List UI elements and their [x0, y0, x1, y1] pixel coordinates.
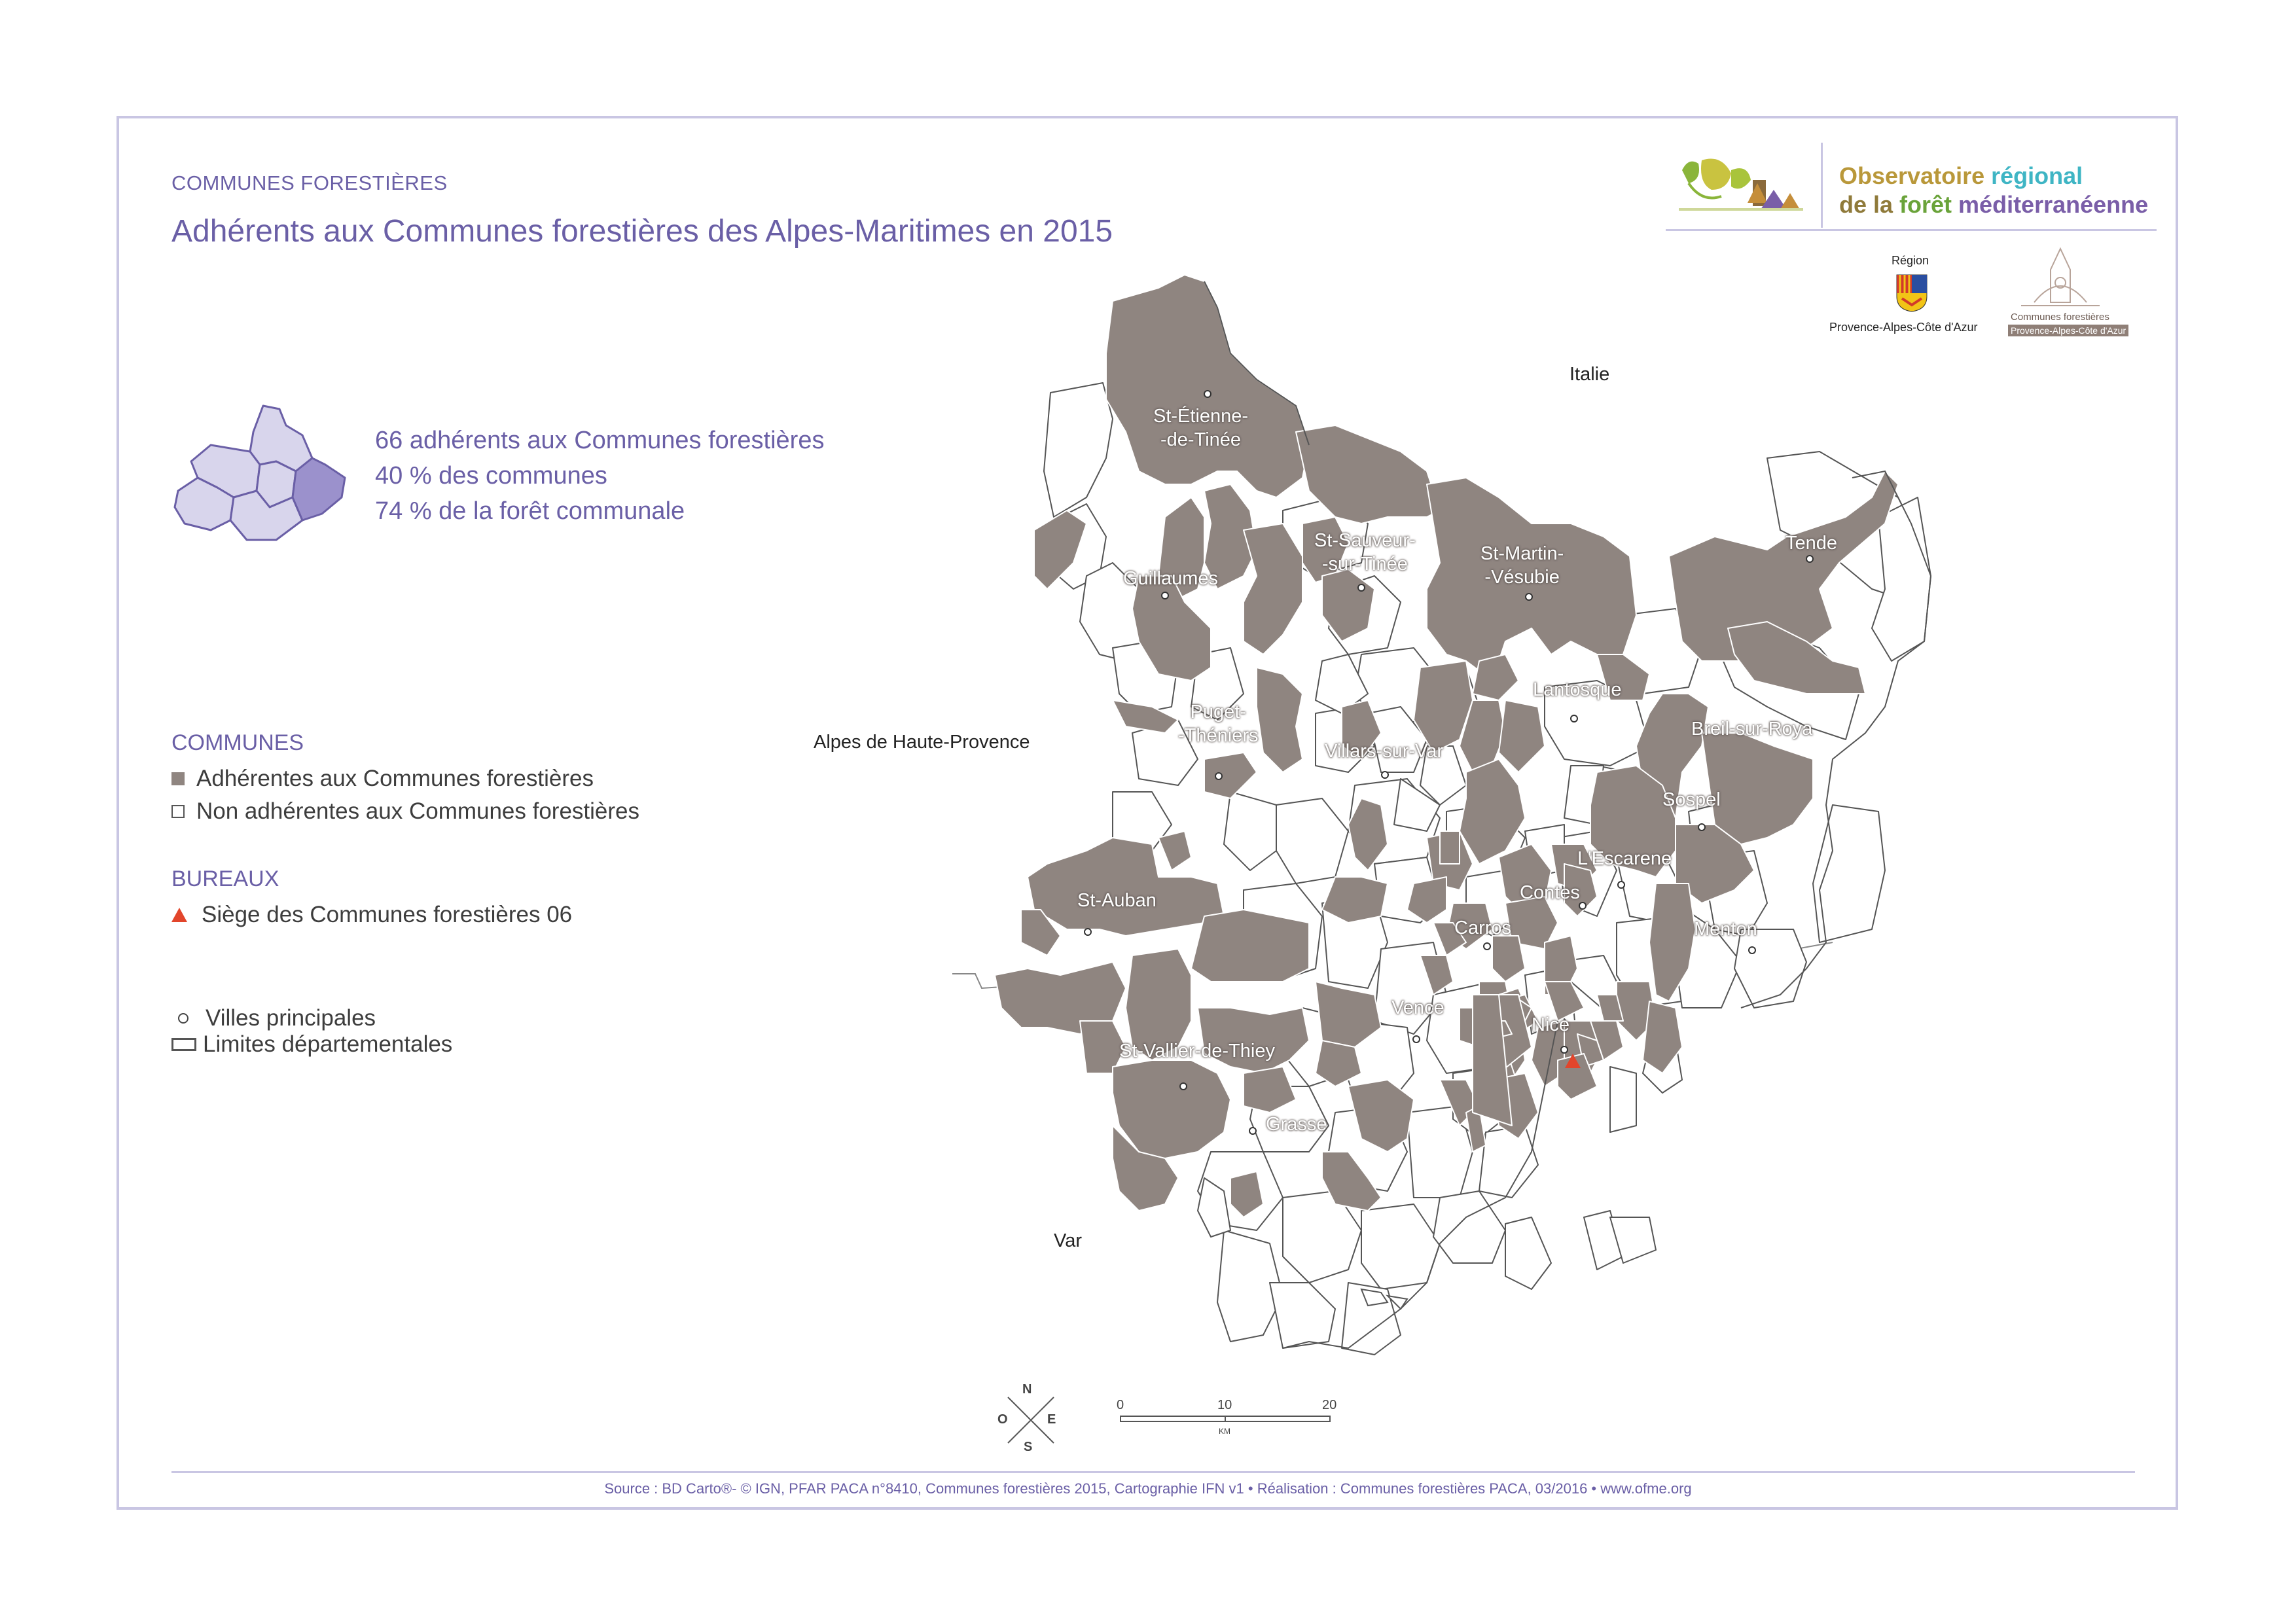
- town-label-line1: Grasse: [1266, 1114, 1327, 1135]
- commune: [1479, 1126, 1538, 1198]
- town-dot-icon: [1085, 929, 1091, 935]
- town-label: [1314, 529, 1416, 576]
- commune-member: [1257, 668, 1302, 772]
- commune: [1044, 383, 1113, 517]
- region-logo-top: Région: [1892, 254, 1929, 267]
- scale-0: 0: [1117, 1398, 1124, 1412]
- member-swatch-icon: [171, 772, 185, 785]
- page-title: Adhérents aux Communes forestières des Alpes-Maritimes en 2015: [171, 214, 1113, 249]
- town-label: [1694, 918, 1757, 941]
- town-label: [1577, 847, 1672, 870]
- town-dot-icon: [1484, 943, 1490, 950]
- legend-adherentes: Adhérentes aux Communes forestières: [171, 766, 594, 792]
- town-label: [1077, 889, 1157, 912]
- town-label: [1480, 542, 1564, 589]
- town-dot-icon: [1749, 947, 1755, 954]
- town-dot-icon: [1561, 1046, 1568, 1053]
- logo-divider: [1821, 143, 1823, 228]
- commune: [1610, 1067, 1636, 1132]
- cofor-logo-top: Communes forestières: [2011, 312, 2109, 323]
- town-label: [1785, 531, 1837, 555]
- legend-non-adherentes: Non adhérentes aux Communes forestières: [171, 798, 639, 825]
- logo-underline: [1666, 229, 2157, 231]
- town-label-line1: Breil-sur-Roya: [1691, 719, 1813, 740]
- town-label: [1662, 788, 1721, 812]
- footer-rule: [171, 1471, 2135, 1473]
- town-label-line1: Tende: [1785, 533, 1838, 554]
- town-dot-icon: [178, 1013, 188, 1024]
- town-label: [1391, 996, 1444, 1020]
- label-italie: Italie: [1570, 364, 1610, 385]
- town-label-line1: St-Auban: [1077, 890, 1157, 911]
- ofme-name-line2: de la forêt méditerranéenne: [1839, 191, 2149, 218]
- town-label-line1: Vence: [1391, 997, 1444, 1018]
- commune-member: [1158, 831, 1191, 870]
- commune-st-auban: [1028, 838, 1224, 936]
- town-dot-icon: [1579, 902, 1586, 909]
- town-label: [1325, 740, 1443, 763]
- supertitle: COMMUNES FORESTIÈRES: [171, 171, 448, 194]
- commune-member: [1244, 524, 1302, 654]
- town-label: [1178, 700, 1259, 747]
- town-label: [1691, 717, 1812, 741]
- town-label-line1: Villars-sur-Var: [1325, 741, 1444, 762]
- stat-communes: 40 % des communes: [375, 462, 607, 490]
- commune-st-etienne: [1106, 275, 1309, 497]
- town-label-line1: Carros: [1454, 918, 1512, 938]
- town-dot-icon: [1698, 824, 1705, 830]
- scale-20: 20: [1322, 1398, 1337, 1412]
- source-text: Source : BD Carto®- © IGN, PFAR PACA n°8410, Communes forestières 2015, Cartographie IFN v1 • Réalisation : Communes forestières PACA, 03/2016 • www.ofme.org: [604, 1480, 1692, 1497]
- town-label-line1: Contes: [1520, 882, 1580, 903]
- stat-foret: 74 % de la forêt communale: [375, 497, 685, 525]
- town-dot-icon: [1215, 773, 1222, 779]
- legend-bureaux-heading: BUREAUX: [171, 866, 279, 891]
- town-label: [1153, 404, 1248, 452]
- compass-o: O: [997, 1412, 1008, 1427]
- source-url[interactable]: www.ofme.org: [1600, 1480, 1692, 1497]
- town-label: [1119, 1039, 1275, 1063]
- town-label-line2: -Théniers: [1178, 725, 1259, 746]
- compass-s: S: [1024, 1440, 1033, 1454]
- town-dot-icon: [1162, 592, 1168, 599]
- commune: [1433, 1191, 1505, 1263]
- town-label: [1533, 678, 1621, 702]
- inset-alpes-hautes: [250, 406, 312, 471]
- commune: [1224, 792, 1276, 870]
- commune-member: [1440, 831, 1460, 864]
- legend-siege: Siège des Communes forestières 06: [171, 902, 572, 928]
- scale-10: 10: [1217, 1398, 1232, 1412]
- town-dot-icon: [1618, 882, 1624, 888]
- town-dot-icon: [1249, 1128, 1256, 1134]
- commune-member: [1473, 654, 1518, 700]
- town-label: [1123, 567, 1218, 590]
- town-label-line1: Nice: [1532, 1014, 1570, 1035]
- legend-communes-heading: COMMUNES: [171, 730, 304, 755]
- scale-bar: [1119, 1414, 1342, 1430]
- commune: [1276, 798, 1348, 883]
- town-label-line1: St-Étienne-: [1153, 406, 1249, 427]
- town-label-line1: Lantosque: [1533, 679, 1622, 700]
- region-logo-bottom: Provence-Alpes-Côte d'Azur: [1829, 321, 1978, 334]
- ofme-logo-icon: [1676, 144, 1806, 226]
- commune-member: [1492, 936, 1525, 982]
- town-label: [1520, 881, 1580, 904]
- triangle-icon: [171, 908, 187, 922]
- commune: [1734, 929, 1806, 1008]
- region-inset-map: [171, 399, 355, 566]
- town-label-line1: Puget-: [1190, 702, 1246, 722]
- commune-member: [1499, 700, 1545, 772]
- stat-adherents: 66 adhérents aux Communes forestières: [375, 427, 825, 454]
- commune: [1270, 1283, 1335, 1348]
- town-label: [1266, 1113, 1327, 1136]
- label-var: Var: [1054, 1230, 1082, 1251]
- west-boundary-line: [952, 974, 1001, 988]
- nonmember-swatch-icon: [171, 805, 185, 818]
- town-label-line1: St-Sauveur-: [1314, 530, 1416, 551]
- cofor-logo-bottom: Provence-Alpes-Côte d'Azur: [2008, 325, 2128, 336]
- town-dot-icon: [1382, 772, 1388, 778]
- town-label-line2: -sur-Tinée: [1321, 554, 1408, 575]
- legend-villes: Villes principales: [171, 1005, 376, 1031]
- map-area: [916, 262, 1977, 1391]
- boundary-swatch-icon: [171, 1038, 196, 1051]
- commune-member: [1204, 753, 1257, 798]
- inset-alpes-maritimes: [293, 458, 345, 520]
- town-label-line1: Menton: [1694, 919, 1757, 940]
- town-dot-icon: [1806, 556, 1813, 562]
- town-label: [1454, 916, 1511, 940]
- town-dot-icon: [1413, 1036, 1420, 1043]
- town-label-line1: Guillaumes: [1123, 568, 1219, 589]
- town-label-line2: -de-Tinée: [1160, 429, 1242, 450]
- ofme-name-line1: Observatoire régional: [1839, 162, 2083, 189]
- town-label-line2: -Vésubie: [1484, 567, 1560, 588]
- compass-n: N: [1022, 1382, 1032, 1397]
- town-dot-icon: [1204, 391, 1211, 397]
- commune: [1361, 1204, 1440, 1289]
- legend-limites: Limites départementales: [171, 1031, 452, 1058]
- town-dot-icon: [1526, 594, 1532, 600]
- town-label-line1: L'Escarene: [1577, 848, 1672, 869]
- commune-member: [1191, 910, 1309, 982]
- town-label-line1: St-Vallier-de-Thiey: [1119, 1041, 1275, 1061]
- scale-unit: KM: [1219, 1427, 1230, 1436]
- town-dot-icon: [1358, 584, 1365, 591]
- commune: [1505, 1217, 1551, 1289]
- compass-e: E: [1047, 1412, 1056, 1427]
- town-label-line1: Sospel: [1662, 789, 1721, 810]
- town-label: [1532, 1013, 1570, 1037]
- town-label-line1: St-Martin-: [1480, 543, 1564, 564]
- town-dot-icon: [1571, 715, 1577, 722]
- town-dot-icon: [1180, 1083, 1187, 1090]
- label-ahp: Alpes de Haute-Provence: [814, 732, 1030, 753]
